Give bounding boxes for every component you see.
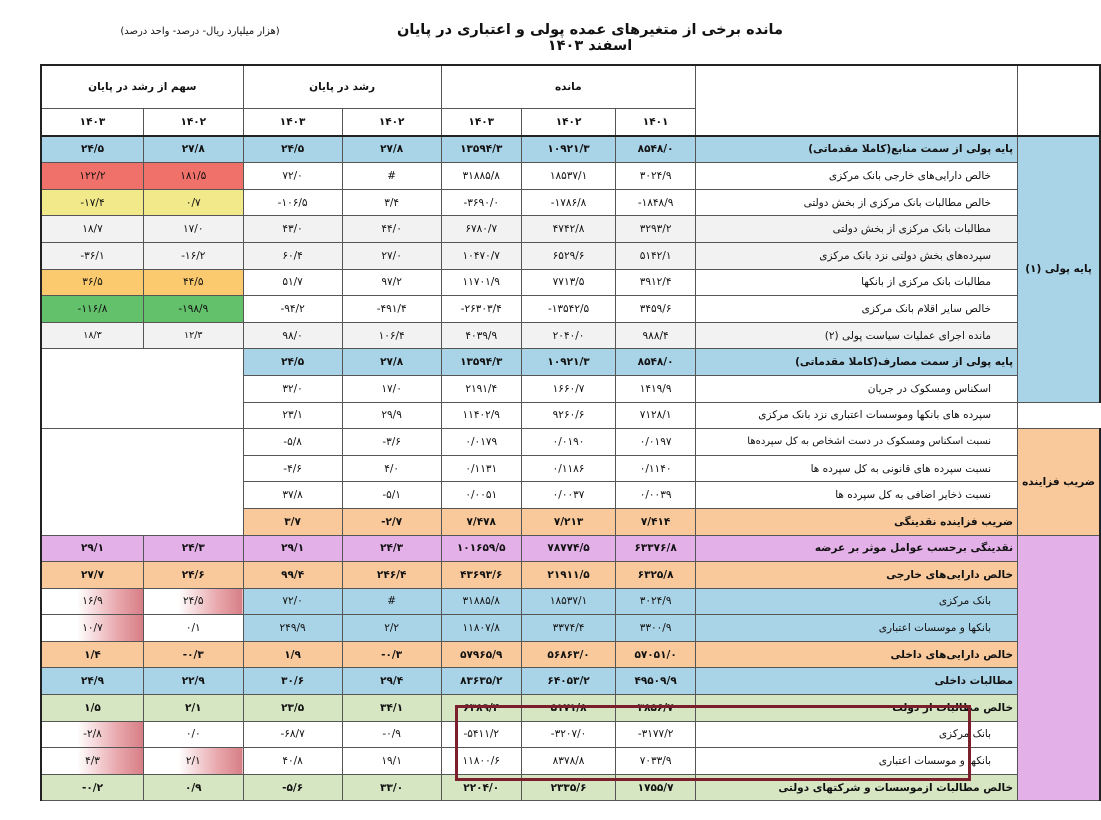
growth-1402-cell: ۲۷/۸	[342, 349, 441, 376]
balance-1401-cell: ۳۲۹۳/۲	[616, 216, 696, 243]
balance-1401-cell: ۳۸۵۶/۷	[616, 695, 696, 722]
balance-1403-cell: ۱۱۴۰۲/۹	[441, 402, 521, 429]
table-row	[41, 668, 1100, 695]
share-1402-cell: ۱۲/۳	[143, 322, 243, 349]
share-1403-cell: -۱۱۶/۸	[41, 296, 143, 323]
balance-1403-cell: -۳۶۹۰/۰	[441, 189, 521, 216]
balance-1401-cell: ۰/۱۱۴۰	[616, 455, 696, 482]
row-label: ضریب فزاینده نقدینگی	[695, 508, 1017, 535]
growth-1403-cell: ۳/۷	[243, 508, 342, 535]
group-label-base-money: پایه پولی (۱)	[1018, 136, 1100, 402]
growth-1402-cell: ۲۷/۰	[342, 242, 441, 269]
balance-1403-cell: ۱۱۸۰۰/۶	[441, 748, 521, 775]
balance-1403-cell: ۲۲۰۴/۰	[441, 774, 521, 801]
page-title: مانده برخی از متغیرهای عمده پولی و اعتباری در پایان اسفند ۱۴۰۳	[397, 22, 783, 54]
share-1402-cell: -۱۹۸/۹	[143, 296, 243, 323]
year-balance-1403: ۱۴۰۳	[441, 109, 521, 136]
balance-1401-cell: ۱۴۱۹/۹	[616, 375, 696, 402]
header-label-blank	[695, 65, 1017, 136]
balance-1402-cell: ۲۰۴۰/۰	[521, 322, 615, 349]
balance-1402-cell: ۰/۰۱۹۰	[521, 429, 615, 456]
share-1402-cell: ۲۷/۸	[143, 136, 243, 163]
growth-1402-cell: ۲۹/۹	[342, 402, 441, 429]
growth-1403-cell: ۳۷/۸	[243, 482, 342, 509]
row-label: نسبت سپرده های قانونی به کل سپرده ها	[695, 455, 1017, 482]
row-label: سپرده‌های بخش دولتی نزد بانک مرکزی	[695, 242, 1017, 269]
growth-1403-cell: ۳۰/۶	[243, 668, 342, 695]
balance-1403-cell: ۱۱۷۰۱/۹	[441, 269, 521, 296]
growth-1403-cell: ۲۳/۱	[243, 402, 342, 429]
balance-1403-cell: ۱۱۸۰۷/۸	[441, 615, 521, 642]
balance-1402-cell: ۱۰۹۲۱/۳	[521, 349, 615, 376]
share-1403-cell: ۱۲۲/۲	[41, 163, 143, 190]
share-1403-cell: ۱۶/۹	[41, 588, 143, 615]
balance-1401-cell: ۷/۴۱۴	[616, 508, 696, 535]
balance-1402-cell: ۱۰۹۲۱/۳	[521, 136, 615, 163]
growth-1403-cell: ۲۴/۵	[243, 349, 342, 376]
balance-1401-cell: ۸۵۴۸/۰	[616, 136, 696, 163]
growth-1403-cell: -۹۴/۲	[243, 296, 342, 323]
share-1403-cell: ۱۸/۷	[41, 216, 143, 243]
balance-1401-cell: -۳۱۷۷/۲	[616, 721, 696, 748]
balance-1403-cell: ۰/۰۱۷۹	[441, 429, 521, 456]
table-row	[41, 296, 1100, 323]
row-label: بانکها و موسسات اعتباری	[695, 615, 1017, 642]
row-label: خالص دارایی‌های خارجی بانک مرکزی	[695, 163, 1017, 190]
growth-1402-cell: ۱۹/۱	[342, 748, 441, 775]
share-1403-cell: -۲/۸	[41, 721, 143, 748]
balance-1402-cell: ۲۱۹۱۱/۵	[521, 562, 615, 589]
row-label: نسبت ذخایر اضافی به کل سپرده ها	[695, 482, 1017, 509]
growth-1402-cell: ۲۹/۴	[342, 668, 441, 695]
growth-1403-cell: ۱/۹	[243, 641, 342, 668]
balance-1402-cell: -۳۲۰۷/۰	[521, 721, 615, 748]
share-1403-cell: ۲۹/۱	[41, 535, 143, 562]
balance-1401-cell: ۵۱۴۲/۱	[616, 242, 696, 269]
balance-1403-cell: ۳۱۸۸۵/۸	[441, 588, 521, 615]
row-label: نسبت اسکناس ومسکوک در دست اشخاص به کل سپرده‌ها	[695, 429, 1017, 456]
year-share-1403: ۱۴۰۳	[41, 109, 143, 136]
year-growth-1402: ۱۴۰۲	[342, 109, 441, 136]
share-1403-cell: ۱/۵	[41, 695, 143, 722]
balance-1401-cell: ۰/۰۱۹۷	[616, 429, 696, 456]
growth-1403-cell: ۲۴/۵	[243, 136, 342, 163]
growth-1402-cell: #	[342, 588, 441, 615]
growth-1402-cell: -۰/۹	[342, 721, 441, 748]
balance-1403-cell: ۴۰۳۹/۹	[441, 322, 521, 349]
balance-1402-cell: ۱۸۵۳۷/۱	[521, 163, 615, 190]
balance-1401-cell: ۶۳۳۷۶/۸	[616, 535, 696, 562]
balance-1402-cell: ۶۵۲۹/۶	[521, 242, 615, 269]
monetary-table	[40, 64, 1101, 801]
balance-1401-cell: ۳۰۲۴/۹	[616, 163, 696, 190]
share-1403-cell: ۲۷/۷	[41, 562, 143, 589]
growth-1402-cell: ۲/۲	[342, 615, 441, 642]
table-row	[41, 588, 1100, 615]
growth-1403-cell: ۲۳/۵	[243, 695, 342, 722]
balance-1402-cell: ۱۸۵۳۷/۱	[521, 588, 615, 615]
growth-1403-cell: ۹۹/۴	[243, 562, 342, 589]
year-growth-1403: ۱۴۰۳	[243, 109, 342, 136]
share-1402-cell: ۴۴/۵	[143, 269, 243, 296]
balance-1403-cell: ۶۳۸۹/۴	[441, 695, 521, 722]
balance-1403-cell: ۴۳۶۹۳/۶	[441, 562, 521, 589]
growth-1402-cell: ۲۴/۳	[342, 535, 441, 562]
balance-1402-cell: ۳۳۷۴/۴	[521, 615, 615, 642]
growth-1403-cell: -۵/۸	[243, 429, 342, 456]
balance-1402-cell: ۲۳۳۵/۶	[521, 774, 615, 801]
balance-1403-cell: -۵۴۱۱/۲	[441, 721, 521, 748]
row-label: اسکناس ومسکوک در جریان	[695, 375, 1017, 402]
balance-1402-cell: ۹۲۶۰/۶	[521, 402, 615, 429]
row-label: خالص مطالبات از دولت	[695, 695, 1017, 722]
table-row	[41, 748, 1100, 775]
group-liquidity-side	[1018, 535, 1100, 801]
row-label: نقدینگی برحسب عوامل موثر بر عرضه	[695, 535, 1017, 562]
balance-1401-cell: ۶۳۲۵/۸	[616, 562, 696, 589]
share-1403-cell: -۰/۲	[41, 774, 143, 801]
balance-1403-cell: ۱۰۴۷۰/۷	[441, 242, 521, 269]
balance-1402-cell: ۸۳۷۸/۸	[521, 748, 615, 775]
share-1402-cell: ۱۸۱/۵	[143, 163, 243, 190]
table-row	[41, 136, 1100, 163]
empty-share-block	[41, 349, 243, 429]
growth-1402-cell: ۱۰۶/۴	[342, 322, 441, 349]
growth-1403-cell: -۵/۶	[243, 774, 342, 801]
share-1402-cell: ۰/۹	[143, 774, 243, 801]
share-1402-cell: ۲۴/۵	[143, 588, 243, 615]
growth-1402-cell: -۲/۷	[342, 508, 441, 535]
growth-1403-cell: ۷۲/۰	[243, 588, 342, 615]
balance-1401-cell: ۰/۰۰۳۹	[616, 482, 696, 509]
balance-1402-cell: ۴۷۴۲/۸	[521, 216, 615, 243]
balance-1402-cell: ۵۶۸۶۳/۰	[521, 641, 615, 668]
table-row	[41, 163, 1100, 190]
balance-1401-cell: ۳۴۵۹/۶	[616, 296, 696, 323]
row-label: مطالبات بانک مرکزی از بخش دولتی	[695, 216, 1017, 243]
year-balance-1401: ۱۴۰۱	[616, 109, 696, 136]
year-share-1402: ۱۴۰۲	[143, 109, 243, 136]
growth-1402-cell: ۴/۰	[342, 455, 441, 482]
share-1403-cell: -۳۶/۱	[41, 242, 143, 269]
growth-1403-cell: ۲۹/۱	[243, 535, 342, 562]
balance-1401-cell: ۱۷۵۵/۷	[616, 774, 696, 801]
row-label: خالص مطالبات ازموسسات و شرکتهای دولتی	[695, 774, 1017, 801]
share-1402-cell: ۰/۱	[143, 615, 243, 642]
growth-1403-cell: -۴/۶	[243, 455, 342, 482]
balance-1403-cell: ۱۳۵۹۴/۳	[441, 136, 521, 163]
growth-1402-cell: -۵/۱	[342, 482, 441, 509]
share-1402-cell: ۲/۱	[143, 748, 243, 775]
share-1402-cell: ۲۴/۶	[143, 562, 243, 589]
balance-1401-cell: ۵۷۰۵۱/۰	[616, 641, 696, 668]
balance-1402-cell: ۰/۰۰۳۷	[521, 482, 615, 509]
balance-1403-cell: ۰/۰۰۵۱	[441, 482, 521, 509]
row-label: سپرده های بانکها وموسسات اعتباری نزد بانک مرکزی	[695, 402, 1017, 429]
share-1402-cell: ۲۴/۳	[143, 535, 243, 562]
balance-1403-cell: ۸۳۶۳۵/۲	[441, 668, 521, 695]
growth-1402-cell: ۹۷/۲	[342, 269, 441, 296]
table-row	[41, 535, 1100, 562]
table-row	[41, 349, 1100, 376]
balance-1402-cell: ۶۴۰۵۳/۲	[521, 668, 615, 695]
balance-1401-cell: ۹۸۸/۴	[616, 322, 696, 349]
balance-1402-cell: ۷۸۷۷۴/۵	[521, 535, 615, 562]
share-1403-cell: ۱/۴	[41, 641, 143, 668]
header-share-growth: سهم از رشد در پایان	[41, 65, 243, 109]
balance-1401-cell: ۴۹۵۰۹/۹	[616, 668, 696, 695]
share-1403-cell: ۲۴/۵	[41, 136, 143, 163]
balance-1403-cell: ۳۱۸۸۵/۸	[441, 163, 521, 190]
growth-1403-cell: ۵۱/۷	[243, 269, 342, 296]
balance-1401-cell: ۳۹۱۲/۴	[616, 269, 696, 296]
header-group-blank	[1018, 65, 1100, 136]
group-label-multiplier: ضریب فزاینده	[1018, 429, 1100, 535]
row-label: خالص مطالبات بانک مرکزی از بخش دولتی	[695, 189, 1017, 216]
growth-1403-cell: ۶۰/۴	[243, 242, 342, 269]
table-row	[41, 242, 1100, 269]
growth-1403-cell: ۳۲/۰	[243, 375, 342, 402]
row-label: مطالبات بانک مرکزی از بانکها	[695, 269, 1017, 296]
share-1402-cell: ۲/۱	[143, 695, 243, 722]
balance-1403-cell: ۷/۴۷۸	[441, 508, 521, 535]
balance-1403-cell: ۱۳۵۹۴/۳	[441, 349, 521, 376]
balance-1402-cell: ۱۶۶۰/۷	[521, 375, 615, 402]
share-1403-cell: ۳۶/۵	[41, 269, 143, 296]
table-row	[41, 721, 1100, 748]
units-note: (هزار میلیارد ریال- درصد- واحد درصد)	[120, 26, 280, 37]
balance-1401-cell: ۸۵۴۸/۰	[616, 349, 696, 376]
share-1403-cell: -۱۷/۴	[41, 189, 143, 216]
balance-1401-cell: -۱۸۴۸/۹	[616, 189, 696, 216]
table-row	[41, 695, 1100, 722]
growth-1402-cell: ۱۷/۰	[342, 375, 441, 402]
balance-1401-cell: ۷۰۳۳/۹	[616, 748, 696, 775]
growth-1403-cell: ۴۰/۸	[243, 748, 342, 775]
share-1402-cell: -۰/۳	[143, 641, 243, 668]
row-label: مانده اجرای عملیات سیاست پولی (۲)	[695, 322, 1017, 349]
table-row	[41, 562, 1100, 589]
growth-1403-cell: ۹۸/۰	[243, 322, 342, 349]
row-label: بانک مرکزی	[695, 721, 1017, 748]
growth-1403-cell: ۲۴۹/۹	[243, 615, 342, 642]
growth-1402-cell: ۳۴/۱	[342, 695, 441, 722]
row-label: پایه پولی از سمت منابع(کاملا مقدماتی)	[695, 136, 1017, 163]
row-label: خالص دارایی‌های داخلی	[695, 641, 1017, 668]
share-1402-cell: ۰/۰	[143, 721, 243, 748]
balance-1402-cell: ۷۷۱۳/۵	[521, 269, 615, 296]
share-1402-cell: ۱۷/۰	[143, 216, 243, 243]
growth-1402-cell: ۳/۴	[342, 189, 441, 216]
share-1402-cell: -۱۶/۲	[143, 242, 243, 269]
empty-share-block	[41, 429, 243, 535]
row-label: پایه پولی از سمت مصارف(کاملا مقدماتی)	[695, 349, 1017, 376]
table-row	[41, 216, 1100, 243]
balance-1402-cell: ۷/۲۱۳	[521, 508, 615, 535]
balance-1403-cell: ۶۷۸۰/۷	[441, 216, 521, 243]
row-label: مطالبات داخلی	[695, 668, 1017, 695]
table-row	[41, 641, 1100, 668]
share-1403-cell: ۱۰/۷	[41, 615, 143, 642]
growth-1402-cell: -۴۹۱/۴	[342, 296, 441, 323]
table-row	[41, 615, 1100, 642]
row-label: بانکها و موسسات اعتباری	[695, 748, 1017, 775]
balance-1403-cell: ۵۷۹۶۵/۹	[441, 641, 521, 668]
growth-1403-cell: ۷۲/۰	[243, 163, 342, 190]
growth-1402-cell: #	[342, 163, 441, 190]
table-row	[41, 774, 1100, 801]
balance-1402-cell: ۵۱۷۱/۸	[521, 695, 615, 722]
row-label: خالص دارایی‌های خارجی	[695, 562, 1017, 589]
growth-1402-cell: -۳/۶	[342, 429, 441, 456]
growth-1402-cell: ۲۴۶/۴	[342, 562, 441, 589]
balance-1402-cell: -۱۳۵۴۲/۵	[521, 296, 615, 323]
balance-1403-cell: -۲۶۳۰۳/۴	[441, 296, 521, 323]
share-1403-cell: ۱۸/۳	[41, 322, 143, 349]
table-row	[41, 429, 1100, 456]
share-1402-cell: ۲۲/۹	[143, 668, 243, 695]
row-label: خالص سایر اقلام بانک مرکزی	[695, 296, 1017, 323]
balance-1401-cell: ۳۰۲۴/۹	[616, 588, 696, 615]
balance-1403-cell: ۱۰۱۶۵۹/۵	[441, 535, 521, 562]
table-row	[41, 269, 1100, 296]
balance-1401-cell: ۳۳۰۰/۹	[616, 615, 696, 642]
share-1403-cell: ۲۴/۹	[41, 668, 143, 695]
growth-1402-cell: ۳۳/۰	[342, 774, 441, 801]
share-1403-cell: ۴/۳	[41, 748, 143, 775]
table-row	[41, 322, 1100, 349]
growth-1402-cell: ۴۴/۰	[342, 216, 441, 243]
balance-1403-cell: ۲۱۹۱/۴	[441, 375, 521, 402]
growth-1402-cell: ۲۷/۸	[342, 136, 441, 163]
balance-1403-cell: ۰/۱۱۳۱	[441, 455, 521, 482]
balance-1402-cell: -۱۷۸۶/۸	[521, 189, 615, 216]
balance-1401-cell: ۷۱۲۸/۱	[616, 402, 696, 429]
growth-1403-cell: ۴۳/۰	[243, 216, 342, 243]
header-growth: رشد در پایان	[243, 65, 441, 109]
table-row	[41, 189, 1100, 216]
balance-1402-cell: ۰/۱۱۸۶	[521, 455, 615, 482]
year-balance-1402: ۱۴۰۲	[521, 109, 615, 136]
growth-1403-cell: -۱۰۶/۵	[243, 189, 342, 216]
row-label: بانک مرکزی	[695, 588, 1017, 615]
header-balance: مانده	[441, 65, 695, 109]
growth-1403-cell: -۶۸/۷	[243, 721, 342, 748]
share-1402-cell: ۰/۷	[143, 189, 243, 216]
growth-1402-cell: -۰/۳	[342, 641, 441, 668]
